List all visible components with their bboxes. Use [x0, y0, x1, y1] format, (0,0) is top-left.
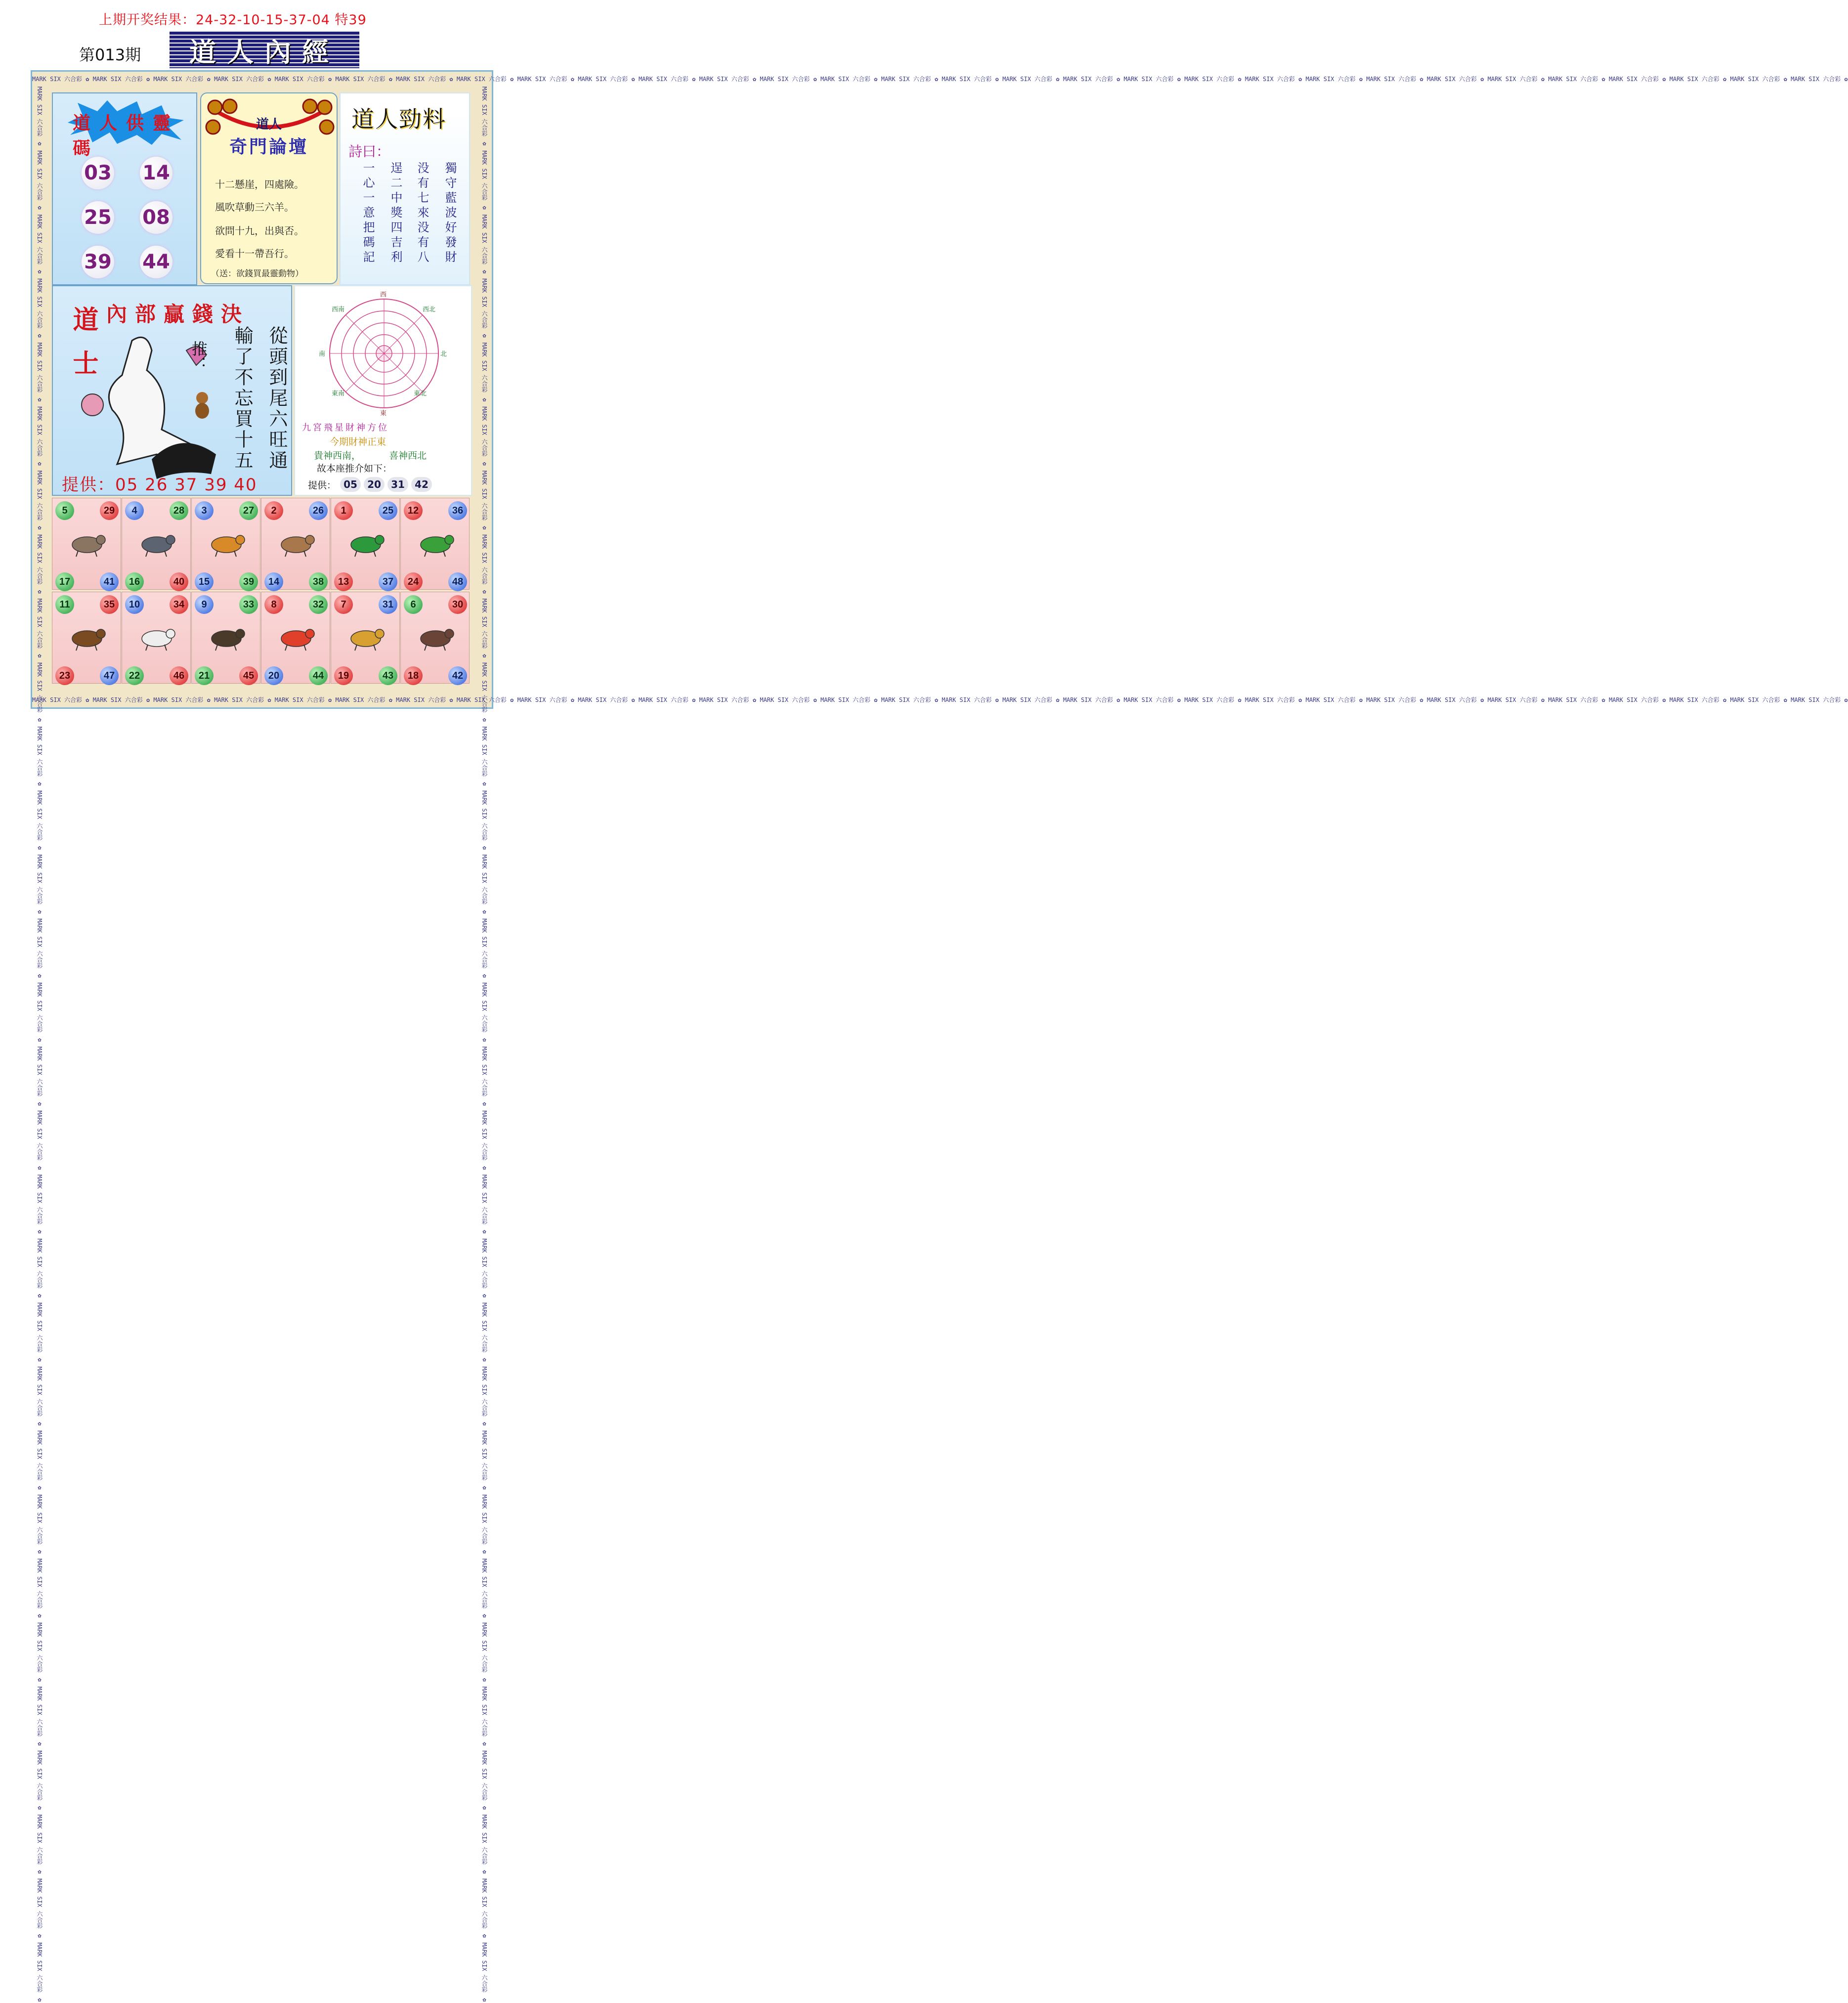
number-ball: 26 [309, 501, 328, 520]
number-ball: 21 [195, 666, 214, 685]
secret-provide: 提供：05 26 37 39 40 [62, 475, 258, 495]
number-ball: 3 [195, 501, 214, 520]
joy-god: 喜神西北 [389, 450, 427, 461]
number-ball: 4 [125, 501, 144, 520]
number-ball: 12 [404, 501, 423, 520]
number-ball: 10 [125, 595, 144, 614]
provide-number: 42 [411, 477, 432, 492]
forum-title-top: 道人 [256, 117, 282, 132]
number-ball: 22 [125, 666, 144, 685]
number-ball: 9 [195, 595, 214, 614]
compass-caption: 九宮飛星財神方位 [302, 423, 389, 433]
number-ball: 30 [448, 595, 467, 614]
goat-icon [137, 622, 176, 652]
border-strip-right: MARK SIX 六合彩 ✿ MARK SIX 六合彩 ✿ MARK SIX 六合彩 ✿ MARK SIX 六合彩 ✿ MARK SIX 六合彩 ✿ MARK SIX 六合彩 ✿ MARK SIX 六合彩 ✿ MARK SIX 六合彩 ✿ MARK SIX 六合彩 ✿ MARK SIX 六合彩 ✿ MARK SIX 六合彩 ✿ MARK SIX 六合彩 ✿ MARK SIX 六合彩 ✿ MARK SIX 六合彩 ✿ MARK SIX 六合彩 ✿ MARK SIX 六合彩 ✿ MARK SIX 六合彩 ✿ MARK SIX 六合彩 ✿ MARK SIX 六合彩 ✿ MARK SIX 六合彩 ✿ MARK SIX 六合彩 ✿ MARK SIX 六合彩 ✿ MARK SIX 六合彩 ✿ MARK SIX 六合彩 ✿ MARK SIX 六合彩 ✿ MARK SIX 六合彩 ✿ MARK SIX 六合彩 ✿ MARK SIX 六合彩 ✿ MARK SIX 六合彩 ✿ MARK SIX 六合彩 ✿ [481, 87, 488, 2003]
lucky-number: 25 [82, 201, 114, 234]
zodiac-cell [191, 498, 260, 590]
lucky-number: 39 [82, 246, 114, 278]
number-ball: 33 [239, 595, 258, 614]
number-ball: 28 [170, 501, 188, 520]
dir-southwest: 西南 [332, 306, 345, 313]
number-ball: 19 [334, 666, 353, 685]
zodiac-cell [52, 592, 121, 684]
dir-south: 南 [319, 350, 326, 358]
number-ball: 39 [239, 572, 258, 591]
number-ball: 35 [100, 595, 119, 614]
number-ball: 43 [379, 666, 397, 685]
banner-title: 道人內經 [189, 36, 340, 68]
number-ball: 7 [334, 595, 353, 614]
secret-column: 從頭到尾六旺通 [266, 326, 288, 471]
dir-east: 東 [380, 410, 387, 417]
lucky-number: 08 [140, 201, 172, 234]
dir-west: 西 [380, 291, 387, 299]
main-frame [31, 70, 1848, 2003]
forum-line: 十二懸崖，四處險。 [215, 178, 304, 190]
tiger-icon [207, 528, 246, 558]
forum-title-main: 奇門論壇 [229, 137, 308, 157]
tips-panel [340, 92, 470, 285]
dir-southeast: 東南 [332, 390, 345, 397]
provide-number: 05 [340, 477, 361, 492]
number-ball: 8 [264, 595, 283, 614]
dir-northeast: 東北 [414, 390, 427, 397]
forum-line: 欲問十九，出與否。 [215, 225, 304, 237]
zodiac-cell [400, 498, 470, 590]
provide-number: 31 [387, 477, 408, 492]
number-ball: 45 [239, 666, 258, 685]
number-ball: 48 [448, 572, 467, 591]
forum-note: （送：欲錢買最靈動物） [211, 269, 303, 279]
zodiac-cell [122, 498, 191, 590]
monkey-icon [191, 390, 213, 420]
number-ball: 34 [170, 595, 188, 614]
last-result-text: 上期开奖结果：24-32-10-15-37-04 特39 [99, 12, 367, 28]
number-ball: 36 [448, 501, 467, 520]
number-ball: 46 [170, 666, 188, 685]
number-ball: 24 [404, 572, 423, 591]
lucky-panel-title: 道人供靈碼 [73, 113, 180, 159]
number-ball: 23 [55, 666, 74, 685]
dragon-icon [346, 528, 386, 558]
provide-number: 20 [364, 477, 385, 492]
number-ball: 17 [55, 572, 74, 591]
forum-line: 愛看十一帶吾行。 [215, 248, 294, 260]
poem-column: 逞二中獎四吉利 [388, 162, 402, 265]
compass-provide [308, 477, 435, 492]
number-ball: 29 [100, 501, 119, 520]
pig-icon [416, 622, 455, 652]
number-ball: 41 [100, 572, 119, 591]
ox-icon [137, 528, 176, 558]
number-ball: 11 [55, 595, 74, 614]
number-ball: 38 [309, 572, 328, 591]
number-ball: 42 [448, 666, 467, 685]
forum-line: 風吹草動三六羊。 [215, 201, 294, 213]
number-ball: 18 [404, 666, 423, 685]
taoist-label: 道士 [68, 306, 98, 393]
number-ball: 47 [100, 666, 119, 685]
recommend-text: 故本座推介如下： [317, 463, 392, 474]
dog-icon [346, 622, 386, 652]
zodiac-cell [400, 592, 470, 684]
provide-label: 提供： [308, 479, 337, 491]
issue-number: 第013期 [79, 45, 141, 64]
number-ball: 15 [195, 572, 214, 591]
compass-panel [294, 285, 472, 496]
border-strip-bottom: MARK SIX 六合彩 ✿ MARK SIX 六合彩 ✿ MARK SIX 六合彩 ✿ MARK SIX 六合彩 ✿ MARK SIX 六合彩 ✿ MARK SIX 六合彩 ✿ MARK SIX 六合彩 ✿ MARK SIX 六合彩 ✿ MARK SIX 六合彩 ✿ MARK SIX 六合彩 ✿ MARK SIX 六合彩 ✿ MARK SIX 六合彩 ✿ MARK SIX 六合彩 ✿ MARK SIX 六合彩 ✿ MARK SIX 六合彩 ✿ MARK SIX 六合彩 ✿ MARK SIX 六合彩 ✿ MARK SIX 六合彩 ✿ MARK SIX 六合彩 ✿ MARK SIX 六合彩 ✿ MARK SIX 六合彩 ✿ MARK SIX 六合彩 ✿ MARK SIX 六合彩 ✿ MARK SIX 六合彩 ✿ MARK SIX 六合彩 ✿ MARK SIX 六合彩 ✿ MARK SIX 六合彩 ✿ MARK SIX 六合彩 ✿ MARK SIX 六合彩 ✿ MARK SIX 六合彩 ✿ [32, 697, 1848, 703]
zodiac-cell [191, 592, 260, 684]
snake-icon [416, 528, 455, 558]
number-ball: 2 [264, 501, 283, 520]
monkey-icon [207, 622, 246, 652]
border-strip-top: MARK SIX 六合彩 ✿ MARK SIX 六合彩 ✿ MARK SIX 六合彩 ✿ MARK SIX 六合彩 ✿ MARK SIX 六合彩 ✿ MARK SIX 六合彩 ✿ MARK SIX 六合彩 ✿ MARK SIX 六合彩 ✿ MARK SIX 六合彩 ✿ MARK SIX 六合彩 ✿ MARK SIX 六合彩 ✿ MARK SIX 六合彩 ✿ MARK SIX 六合彩 ✿ MARK SIX 六合彩 ✿ MARK SIX 六合彩 ✿ MARK SIX 六合彩 ✿ MARK SIX 六合彩 ✿ MARK SIX 六合彩 ✿ MARK SIX 六合彩 ✿ MARK SIX 六合彩 ✿ MARK SIX 六合彩 ✿ MARK SIX 六合彩 ✿ MARK SIX 六合彩 ✿ MARK SIX 六合彩 ✿ MARK SIX 六合彩 ✿ MARK SIX 六合彩 ✿ MARK SIX 六合彩 ✿ MARK SIX 六合彩 ✿ MARK SIX 六合彩 ✿ MARK SIX 六合彩 ✿ [32, 76, 1848, 83]
lucky-number-panel [52, 92, 197, 285]
wealth-god: 今期財神正東 [330, 436, 387, 447]
number-ball: 27 [239, 501, 258, 520]
number-ball: 20 [264, 666, 283, 685]
forum-panel [200, 92, 338, 284]
number-ball: 13 [334, 572, 353, 591]
border-strip-left: MARK SIX 六合彩 ✿ MARK SIX 六合彩 ✿ MARK SIX 六合彩 ✿ MARK SIX 六合彩 ✿ MARK SIX 六合彩 ✿ MARK SIX 六合彩 ✿ MARK SIX 六合彩 ✿ MARK SIX 六合彩 ✿ MARK SIX 六合彩 ✿ MARK SIX 六合彩 ✿ MARK SIX 六合彩 ✿ MARK SIX 六合彩 ✿ MARK SIX 六合彩 ✿ MARK SIX 六合彩 ✿ MARK SIX 六合彩 ✿ MARK SIX 六合彩 ✿ MARK SIX 六合彩 ✿ MARK SIX 六合彩 ✿ MARK SIX 六合彩 ✿ MARK SIX 六合彩 ✿ MARK SIX 六合彩 ✿ MARK SIX 六合彩 ✿ MARK SIX 六合彩 ✿ MARK SIX 六合彩 ✿ MARK SIX 六合彩 ✿ MARK SIX 六合彩 ✿ MARK SIX 六合彩 ✿ MARK SIX 六合彩 ✿ MARK SIX 六合彩 ✿ MARK SIX 六合彩 ✿ [36, 87, 43, 2003]
zodiac-cell [52, 498, 121, 590]
dir-north: 北 [440, 350, 447, 358]
noble-god: 貴神西南， [314, 450, 361, 461]
secret-panel [52, 285, 292, 496]
recommend-prefix: 推： [189, 341, 208, 372]
zodiac-cell [331, 498, 400, 590]
number-ball: 5 [55, 501, 74, 520]
number-ball: 16 [125, 572, 144, 591]
number-ball: 44 [309, 666, 328, 685]
number-ball: 32 [309, 595, 328, 614]
title-banner [170, 32, 359, 68]
rabbit-icon [276, 528, 316, 558]
rooster-icon [276, 622, 316, 652]
rat-icon [67, 528, 107, 558]
dir-northwest: 西北 [423, 306, 436, 313]
number-ball: 6 [404, 595, 423, 614]
zodiac-grid [52, 498, 471, 686]
horse-icon [67, 622, 107, 652]
tips-title: 道人勁料 [351, 106, 446, 132]
poem-column: 一心一意把碼記 [361, 162, 375, 265]
secret-title: 內部贏錢決 [106, 302, 250, 326]
lucky-number: 44 [140, 246, 172, 278]
number-ball: 37 [379, 572, 397, 591]
zodiac-cell [122, 592, 191, 684]
poem-column: 獨守藍波好發財 [443, 162, 457, 265]
secret-column: 輸了不忘買十五 [231, 326, 253, 471]
zodiac-cell [331, 592, 400, 684]
number-ball: 31 [379, 595, 397, 614]
number-ball: 14 [264, 572, 283, 591]
zodiac-cell [261, 592, 330, 684]
number-ball: 40 [170, 572, 188, 591]
number-ball: 25 [379, 501, 397, 520]
poem-label: 詩曰： [348, 143, 390, 160]
lucky-number: 03 [82, 157, 114, 189]
lucky-number: 14 [140, 157, 172, 189]
poem-column: 没有七來没有八 [415, 162, 429, 265]
zodiac-cell [261, 498, 330, 590]
number-ball: 1 [334, 501, 353, 520]
